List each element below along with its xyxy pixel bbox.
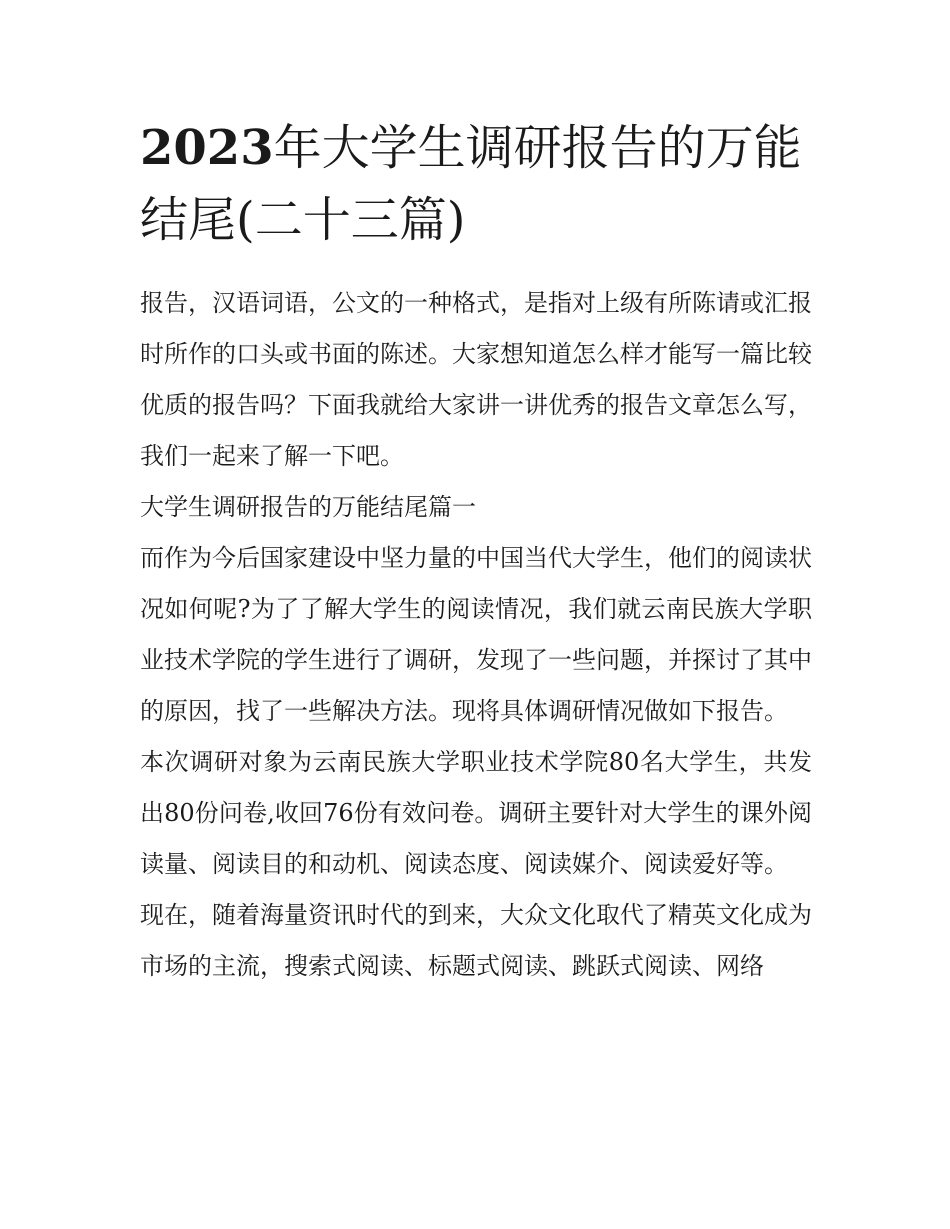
- body-paragraph: 现在，随着海量资讯时代的到来，大众文化取代了精英文化成为市场的主流，搜索式阅读、标题式阅读、跳跃式阅读、网络: [140, 901, 812, 980]
- body-paragraph: 本次调研对象为云南民族大学职业技术学院80名大学生，共发出80份问卷,收回76份有效问卷。调研主要针对大学生的课外阅读量、阅读目的和动机、阅读态度、阅读媒介、阅读爱好等。: [140, 748, 812, 878]
- document-page: [140, 112, 812, 992]
- intro-paragraph: 报告，汉语词语，公文的一种格式，是指对上级有所陈请或汇报时所作的口头或书面的陈述。大家想知道怎么样才能写一篇比较优质的报告吗？下面我就给大家讲一讲优秀的报告文章怎么写，我们一起来了解一下吧。: [140, 289, 812, 470]
- title-text: 年大学生调研报告的万能结尾(二十三篇): [140, 120, 802, 248]
- body-paragraph: 而作为今后国家建设中坚力量的中国当代大学生，他们的阅读状况如何呢?为了了解大学生的阅读情况，我们就云南民族大学职业技术学院的学生进行了调研，发现了一些问题，并探讨了其中的原因，找了一些解决方法。现将具体调研情况做如下报告。: [140, 544, 812, 725]
- title-year: 2023: [140, 120, 274, 176]
- section-heading: 大学生调研报告的万能结尾篇一: [140, 493, 476, 521]
- document-title: [140, 112, 812, 256]
- document-body: [140, 278, 812, 992]
